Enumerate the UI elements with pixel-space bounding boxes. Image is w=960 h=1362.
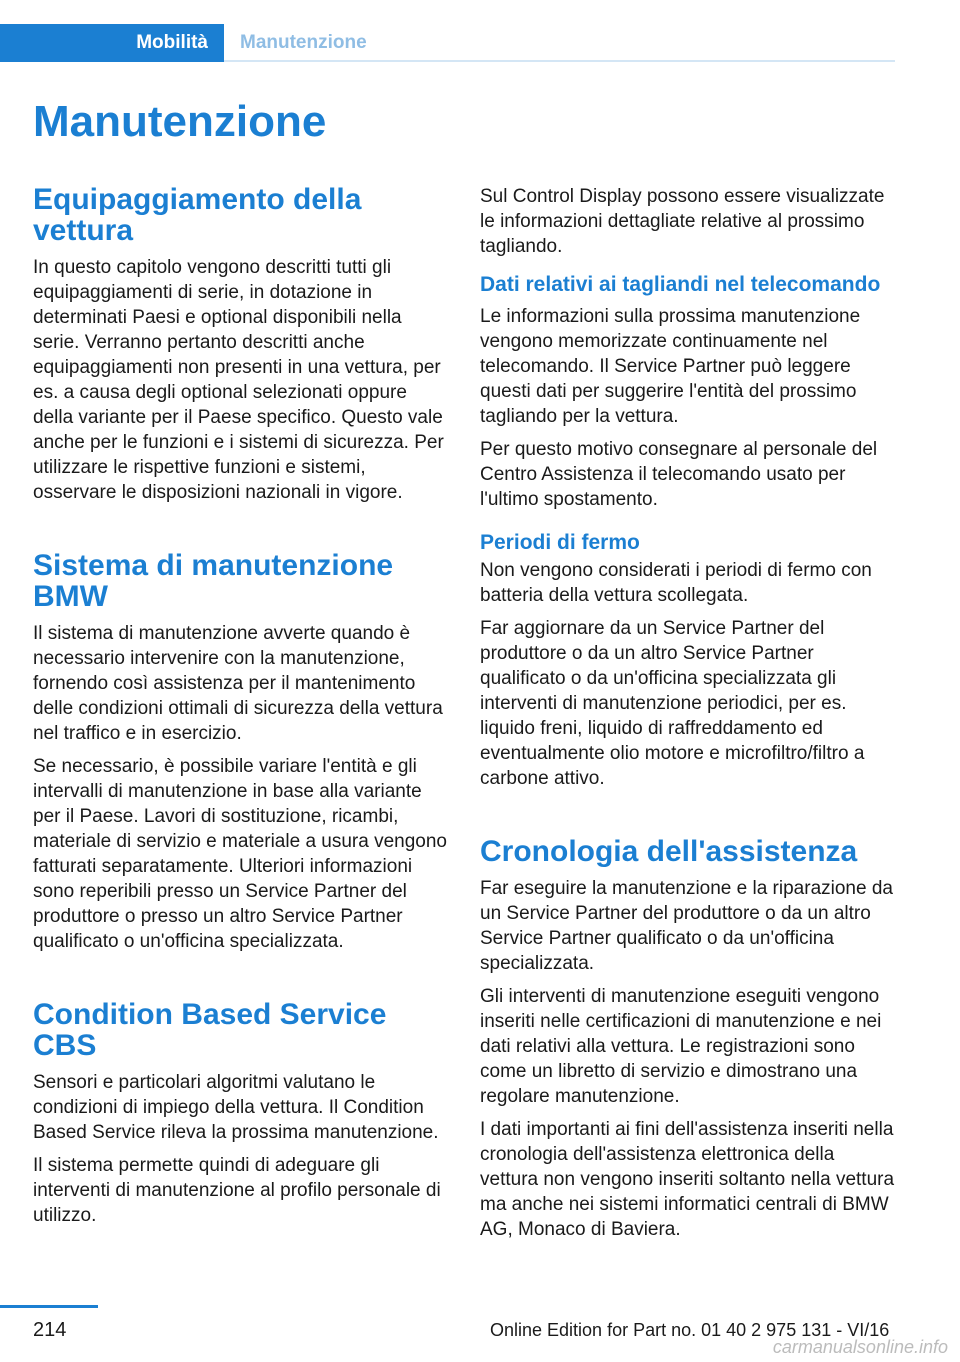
heading-dati-telecomando: Dati relativi ai tagliandi nel telecomando [480, 273, 881, 296]
heading-equipaggiamento: Equipaggiamento della vettura [33, 183, 362, 247]
paragraph: I dati importanti ai fini dell'assistenza inseriti nella cronologia dell'assistenza elettronica della vettura non vengono inseriti soltanto nella vettura ma anche nei sistemi informatici centrali di BMW AG, Monaco di Baviera. [480, 1119, 895, 1240]
section-tab: Mobilità [0, 24, 224, 62]
page-header [0, 24, 895, 62]
paragraph: Far eseguire la manutenzione e la riparazione da un Service Partner del produttore o da un altro Service Partner qualificato o da un'officina specializzata. [480, 878, 893, 974]
paragraph: Sensori e particolari algoritmi valutano le condizioni di impiego della vettura. Il Condition Based Service rileva la prossima manutenzione. [33, 1072, 439, 1143]
chapter-title: Manutenzione [240, 32, 367, 53]
heading-sistema-manutenzione: Sistema di manutenzione BMW [33, 549, 394, 613]
watermark: carmanualsonline.info [772, 1337, 948, 1357]
page-number: 214 [33, 1319, 67, 1341]
paragraph: Se necessario, è possibile variare l'entità e gli intervalli di manutenzione in base alla variante per il Paese. Lavori di sostituzione, ricambi, materiale di servizio e materiale a usura vengono fatturati separatamente. Ulteriori informazioni sono reperibili presso un Service Partner del produttore o presso un altro Service Partner qualificato o un'officina specializzata. [33, 756, 447, 952]
paragraph: Sul Control Display possono essere visualizzate le informazioni dettagliate relative al prossimo tagliando. [480, 186, 885, 257]
paragraph: In questo capitolo vengono descritti tutti gli equipaggiamenti di serie, in dotazione in determinati Paesi e optional disponibili nella serie. Verranno pertanto descritti anche equipaggiamenti non presenti in una vettura, per es. a causa degli optional selezionati oppure della variante per il Paese specifico. Questo vale anche per le funzioni e i sistemi di sicurezza. Per utilizzare le rispettive funzioni e sistemi, osservare le disposizioni nazionali in vigore. [33, 257, 444, 503]
paragraph: Per questo motivo consegnare al personale del Centro Assistenza il telecomando usato per l'ultimo spostamento. [480, 439, 878, 510]
paragraph: Non vengono considerati i periodi di fermo con batteria della vettura scollegata. [480, 560, 872, 606]
header-divider [224, 60, 895, 62]
heading-periodi-fermo: Periodi di fermo [480, 531, 640, 554]
footer-divider [0, 1305, 98, 1308]
heading-cbs: Condition Based Service CBS [33, 998, 387, 1062]
paragraph: Gli interventi di manutenzione eseguiti vengono inseriti nelle certificazioni di manutenzione e nei dati relativi alla vettura. Le registrazioni sono come un libretto di servizio e dimostrano una regolare manutenzione. [480, 986, 882, 1107]
heading-cronologia: Cronologia dell'assistenza [480, 835, 858, 868]
paragraph: Le informazioni sulla prossima manutenzione vengono memorizzate continuamente nel telecomando. Il Service Partner può leggere questi dati per suggerire l'entità del prossimo tagliando per la vettura. [480, 306, 861, 427]
right-column [480, 184, 895, 1242]
page-title: Manutenzione [33, 97, 327, 146]
left-column [33, 184, 448, 1228]
edition-note: Online Edition for Part no. 01 40 2 975 131 - VI/16 [490, 1320, 890, 1340]
paragraph: Far aggiornare da un Service Partner del produttore o da un altro Service Partner qualificato o da un'officina specializzata gli interventi di manutenzione periodici, per es. liquido freni, liquido di raffreddamento ed eventualmente olio motore e microfiltro/filtro a carbone attivo. [480, 618, 865, 789]
paragraph: Il sistema di manutenzione avverte quando è necessario intervenire con la manutenzione, fornendo così assistenza per il mantenimento delle condizioni ottimali di sicurezza della vettura nel traffico e in esercizio. [33, 623, 443, 744]
paragraph: Il sistema permette quindi di adeguare gli interventi di manutenzione al profilo personale di utilizzo. [33, 1155, 441, 1226]
